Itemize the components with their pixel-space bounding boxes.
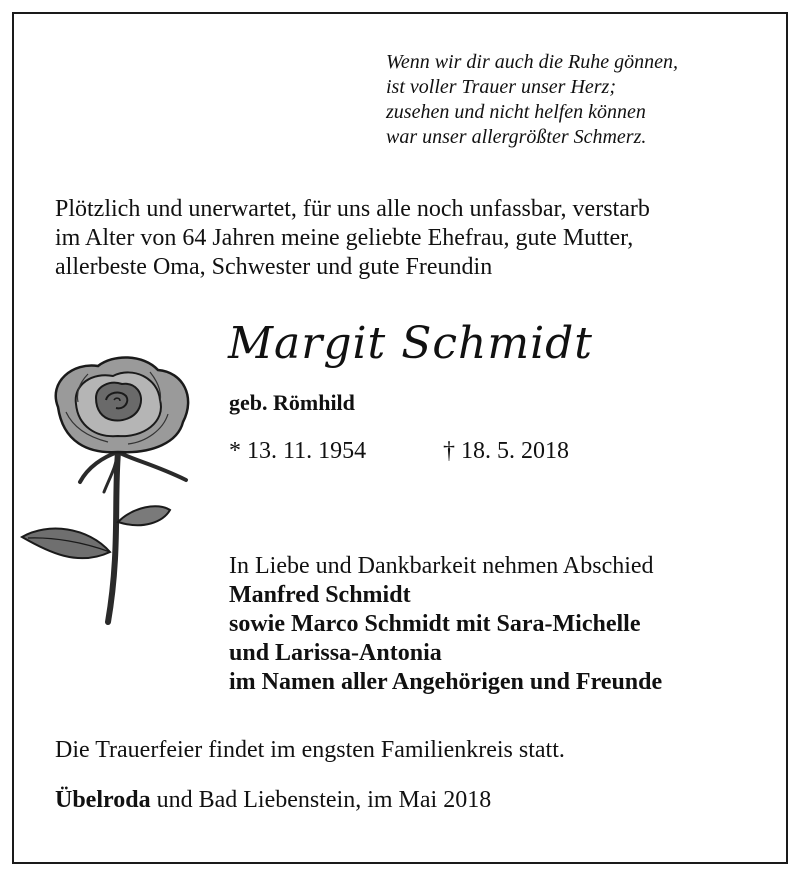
mourners-lead: In Liebe und Dankbarkeit nehmen Abschied xyxy=(229,553,654,579)
place-date xyxy=(55,787,491,814)
life-dates xyxy=(229,438,569,465)
death-date: † 18. 5. 2018 xyxy=(443,438,569,464)
place-rest: und Bad Liebenstein, im Mai 2018 xyxy=(150,787,492,813)
poem-line: Wenn wir dir auch die Ruhe gönnen, xyxy=(386,51,679,73)
birth-date: * 13. 11. 1954 xyxy=(229,438,367,464)
poem-line: zusehen und nicht helfen können xyxy=(386,101,646,123)
intro-line: im Alter von 64 Jahren meine geliebte Ehefrau, gute Mutter, xyxy=(55,225,634,251)
mourner-line: und Larissa-Antonia xyxy=(229,640,442,666)
poem-line: ist voller Trauer unser Herz; xyxy=(386,76,616,98)
intro-line: Plötzlich und unerwartet, für uns alle noch unfassbar, verstarb xyxy=(55,196,650,222)
poem xyxy=(386,50,678,150)
intro-line: allerbeste Oma, Schwester und gute Freundin xyxy=(55,254,493,280)
poem-line: war unser allergrößter Schmerz. xyxy=(386,126,647,148)
deceased-name: Margit Schmidt xyxy=(228,318,593,369)
rose-icon xyxy=(18,352,198,627)
maiden-name: geb. Römhild xyxy=(229,390,355,415)
mourner-line: Manfred Schmidt xyxy=(229,582,411,608)
ceremony-note: Die Trauerfeier findet im engsten Familienkreis statt. xyxy=(55,737,565,763)
place-town: Übelroda xyxy=(55,787,151,813)
intro-text xyxy=(55,195,755,282)
mourners xyxy=(229,552,662,697)
mourner-line: im Namen aller Angehörigen und Freunde xyxy=(229,669,663,695)
mourner-line: sowie Marco Schmidt mit Sara-Michelle xyxy=(229,611,641,637)
